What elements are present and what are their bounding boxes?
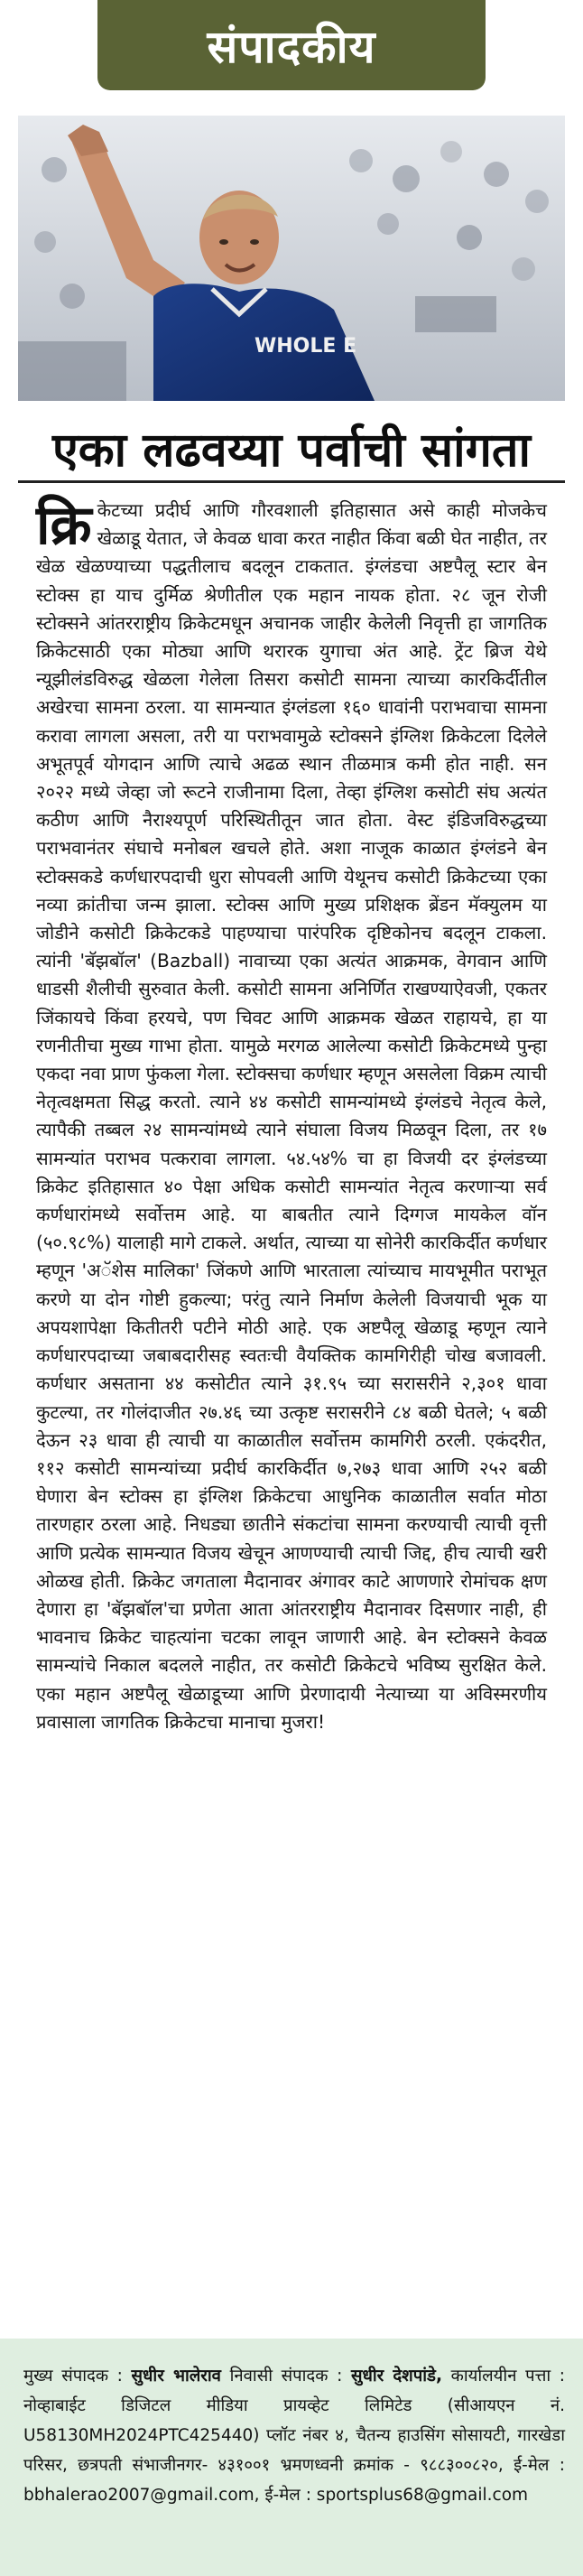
article-photo: [18, 116, 565, 401]
contact-details: भ्रमणध्वनी क्रमांक - ९८८३००८२०, ई-मेल : bbhalerao2007@gmail.com, ई-मेल : sportsplus68@gmail.com: [23, 2456, 565, 2505]
player-photo-illustration: [18, 116, 565, 401]
article-headline: एका लढवय्या पर्वाची सांगता: [18, 415, 565, 483]
section-title: संपादकीय: [207, 21, 376, 73]
resident-editor-name: सुधीर देशपांडे,: [350, 2367, 442, 2385]
chief-editor-label: मुख्य संपादक :: [23, 2367, 123, 2385]
imprint-text: [23, 2361, 565, 2510]
jersey-text: WHOLE E: [254, 335, 357, 358]
office-address: कार्यालयीन पत्ता : नोव्हाबाईट डिजिटल मीडिया प्रायव्हेट लिमिटेड (सीआयएन नं. U58130MH2024PTC425440) प्लॉट नंबर ४, चैतन्य हाउसिंग सोसायटी, गारखेडा परिसर, छत्रपती संभाजीनगर- ४३१००१: [23, 2367, 566, 2475]
article-text: केटच्या प्रदीर्घ आणि गौरवशाली इतिहासात असे काही मोजकेच खेळाडू येतात, जे केवळ धावा करत नाहीत किंवा बळी घेत नाहीत, तर खेळ खेळण्याच्या पद्धतीलाच बदलून टाकतात. इंग्लंडचा अष्टपैलू स्टार बेन स्टोक्स हा याच दुर्मिळ श्रेणीतील एक महान नायक होता. २८ जून रोजी स्टोक्सने आंतरराष्ट्रीय क्रिकेटमधून अचानक जाहीर केलेली निवृत्ती हा जागतिक क्रिकेटसाठी एका मोठ्या आणि थरारक युगाचा अंत आहे. ट्रेंट ब्रिज येथे न्यूझीलंडविरुद्ध खेळला गेलेला तिसरा कसोटी सामना त्याच्या कारकिर्दीतील अखेरचा सामना ठरला. या सामन्यात इंग्लंडला १६० धावांनी पराभवाचा सामना करावा लागला असला, तरी या पराभवामुळे स्टोक्सने इंग्लिश क्रिकेटला दिलेले अभूतपूर्व योगदान आणि त्याचे अढळ स्थान तीळमात्र कमी होत नाही. सन २०२२ मध्ये जेव्हा जो रूटने राजीनामा दिला, तेव्हा इंग्लिश कसोटी संघ अत्यंत कठीण आणि नैराश्यपूर्ण परिस्थितीतून जात होता. वेस्ट इंडिजविरुद्धच्या पराभवानंतर संघाचे मनोबल खचले होते. अशा नाजूक काळात इंग्लंडने बेन स्टोक्सकडे कर्णधारपदाची धुरा सोपवली आणि येथूनच कसोटी क्रिकेटच्या एका नव्या क्रांतीचा जन्म झाला. स्टोक्स आणि मुख्य प्रशिक्षक ब्रेंडन मॅक्युलम या जोडीने कसोटी क्रिकेटकडे पाहण्याचा पारंपरिक दृष्टिकोनच बदलून टाकला. त्यांनी 'बॅझबॉल' (Bazball) नावाच्या एका अत्यंत आक्रमक, वेगवान आणि धाडसी शैलीची सुरुवात केली. कसोटी सामना अनिर्णित राखण्याऐवजी, एकतर जिंकायचे किंवा हरयचे, पण चिवट आणि आक्रमक खेळत राहायचे, हा या रणनीतीचा मुख्य गाभा होता. यामुळे मरगळ आलेल्या कसोटी क्रिकेटमध्ये पुन्हा एकदा नवा प्राण फुंकला गेला. स्टोक्सचा कर्णधार म्हणून असलेला विक्रम त्याची नेतृत्वक्षमता सिद्ध करतो. त्याने ४४ कसोटी सामन्यांमध्ये इंग्लंडचे नेतृत्व केले, त्यापैकी तब्बल २४ सामन्यांमध्ये त्याने संघाला विजय मिळवून दिला, तर १७ सामन्यांत पराभव पत्करावा लागला. ५४.५४% चा हा विजयी दर इंग्लंडच्या क्रिकेट इतिहासात ४० पेक्षा अधिक कसोटी सामन्यांत नेतृत्व करणाऱ्या सर्व कर्णधारांमध्ये सर्वोत्तम आहे. या बाबतीत त्याने दिग्गज मायकेल वॉन (५०.९८%) यालाही मागे टाकले. अर्थात, त्याच्या या सोनेरी कारकिर्दीत कर्णधार म्हणून 'अॅशेस मालिका' जिंकणे आणि भारताला त्यांच्याच मायभूमीत पराभूत करणे या दोन गोष्टी हुकल्या; परंतु त्याने निर्माण केलेली विजयाची भूक या अपयशापेक्षा कितीतरी पटीने मोठी आहे. एक अष्टपैलू खेळाडू म्हणून त्याने कर्णधारपदाच्या जबाबदारीसह स्वतःची वैयक्तिक कामगिरीही चोख बजावली. कर्णधार असताना ४४ कसोटीत त्याने ३१.९५ च्या सरासरीने २,३०१ धावा कुटल्या, तर गोलंदाजीत २७.४६ च्या उत्कृष्ट सरासरीने ८४ बळी घेतले; ५ बळी देऊन २३ धावा ही त्याची या काळातील सर्वोत्तम कामगिरी ठरली. एकंदरीत, ११२ कसोटी सामन्यांच्या प्रदीर्घ कारकिर्दीत ७,२७३ धावा आणि २५२ बळी घेणारा बेन स्टोक्स हा इंग्लिश क्रिकेटचा आधुनिक काळातील सर्वात मोठा तारणहार ठरला आहे. निधड्या छातीने संकटांचा सामना करण्याची त्याची वृत्ती आणि प्रत्येक सामन्यात विजय खेचून आणण्याची त्याची जिद्द, हीच त्याची खरी ओळख होती. क्रिकेट जगताला मैदानावर अंगावर काटे आणणारे रोमांचक क्षण देणारा हा 'बॅझबॉल'चा प्रणेता आता आंतरराष्ट्रीय मैदानावर दिसणार नाही, ही भावनाच क्रिकेट चाहत्यांना चटका लावून जाणारी आहे. बेन स्टोक्सने केवळ सामन्यांचे निकाल बदलले नाहीत, तर कसोटी क्रिकेटचे भविष्य सुरक्षित केले. एका महान अष्टपैलू खेळाडूच्या आणि प्रेरणादायी नेत्याच्या या अविस्मरणीय प्रवासाला जागतिक क्रिकेटचा मानाचा मुजरा!: [36, 499, 547, 1733]
article-body: [36, 494, 547, 1736]
chief-editor-name: सुधीर भालेराव: [131, 2367, 221, 2385]
resident-editor-label: निवासी संपादक :: [229, 2367, 343, 2385]
dropcap: क्रि: [36, 494, 92, 557]
section-tab: [97, 0, 486, 90]
masthead-band: [0, 0, 583, 99]
